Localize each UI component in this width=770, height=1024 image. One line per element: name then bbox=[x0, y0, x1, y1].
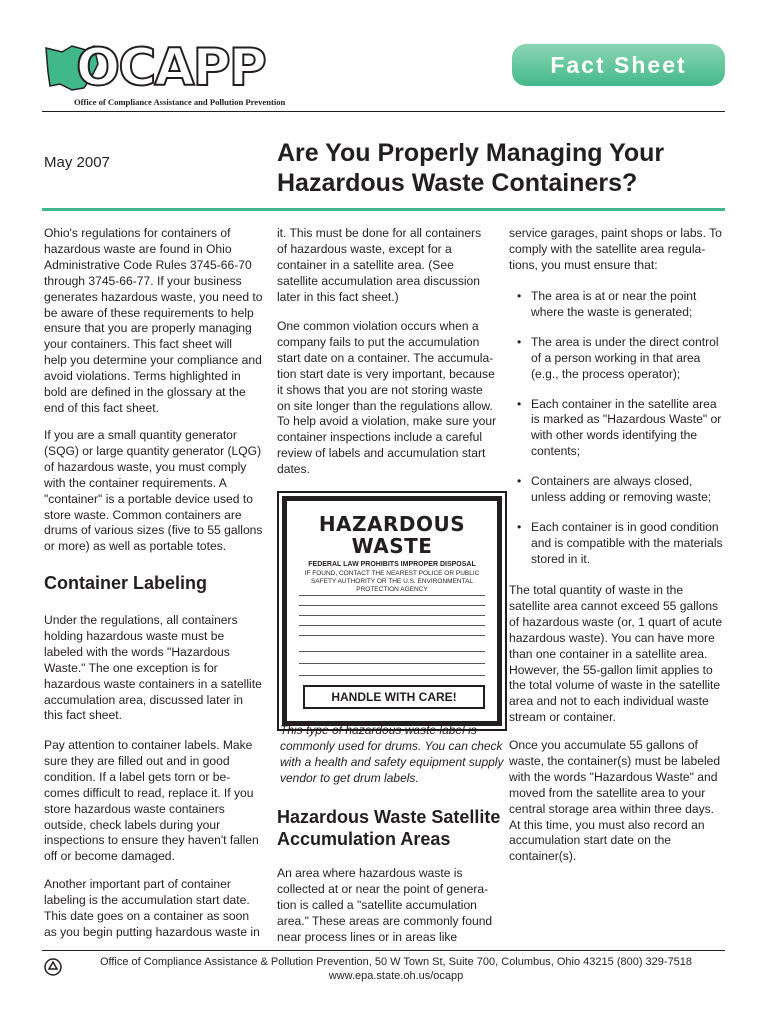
list-item: • Each container is in good condition and is compatible with the materials stored in it. bbox=[517, 519, 723, 566]
bullet-icon: • bbox=[517, 396, 522, 411]
col2-paragraph-1: it. This must be done for all containers of hazardous waste, except for a container in a satellite area. (See satellite accumulation area discussion later in this fact sheet.) bbox=[277, 226, 482, 304]
bullet-icon: • bbox=[517, 289, 522, 303]
label-field-line bbox=[299, 605, 485, 606]
logo-subtitle: Office of Compliance Assistance and Pollution Prevention bbox=[74, 97, 286, 107]
list-item: • The area is at or near the point where the waste is generated; bbox=[517, 289, 697, 319]
bullet-icon: • bbox=[517, 474, 522, 489]
col1-paragraph-4: Pay attention to container labels. Make sure they are filled out and in good condition. If a label gets torn or be- comes difficult to read, replace it. If you store hazardous waste containers outside, check labels during your inspections to ensure they haven't fallen off or become damaged. bbox=[44, 738, 259, 864]
col1-paragraph-1: Ohio's regulations for containers of hazardous waste are found in Ohio Administrative Code Rules 3745-66-70 through 3745-66-77. If your business generates hazardous waste, you need to be aware of these requirements to help ensure that you are properly managing your containers. This fact sheet will help you determine your compliance and avoid violations. Terms highlighted in bold are defined in the glossary at the end of this fact sheet. bbox=[44, 226, 263, 415]
label-title-hazardous: HAZARDOUS bbox=[318, 512, 466, 536]
fact-sheet-badge: Fact Sheet bbox=[512, 44, 725, 86]
bullet-icon: • bbox=[517, 334, 522, 349]
col2-paragraph-2: One common violation occurs when a company fails to put the accumulation start date on a container. The accumula- tion start date is very important, because it shows that you are not storing waste on site longer than the regulations allow. To help avoid a violation, make sure your container inspections include a careful review of labels and accumulation start dates. bbox=[277, 319, 497, 477]
label-federal-sub: IF FOUND, CONTACT THE NEAREST POLICE OR PUBLIC SAFETY AUTHORITY OR THE U.S. ENVIRONMENTAL PROTECTION AGENCY bbox=[304, 570, 480, 593]
label-field-line bbox=[299, 651, 485, 652]
footer-contact bbox=[64, 955, 728, 983]
list-item: • Containers are always closed, unless adding or removing waste; bbox=[517, 474, 712, 505]
heading-satellite-accumulation: Hazardous Waste Satellite Accumulation Areas bbox=[277, 807, 501, 849]
hazardous-waste-label-image bbox=[282, 496, 502, 726]
label-field-line bbox=[299, 595, 485, 596]
col1-paragraph-2: If you are a small quantity generator (SQG) or large quantity generator (LQG) of hazardous waste, you must comply with the container requirements. A "container" is a portable device used to store waste. Common containers are drums of various sizes (five to 55 gallons or more) as well as portable totes. bbox=[44, 428, 263, 554]
footer-address: Office of Compliance Assistance & Pollution Prevention, 50 W Town St, Suite 700, Columbus, Ohio 43215 (800) 329-7518 bbox=[99, 956, 693, 968]
page-title: Are You Properly Managing Your Hazardous Waste Containers? bbox=[277, 139, 665, 197]
list-item: • Each container in the satellite area is marked as "Hazardous Waste" or with other words identifying the contents; bbox=[517, 396, 722, 459]
col3-paragraph-1: service garages, paint shops or labs. To comply with the satellite area regula- tions, you must ensure that: bbox=[509, 226, 722, 272]
label-field-line bbox=[299, 625, 485, 626]
col1-paragraph-5: Another important part of container labeling is the accumulation start date. This date goes on a container as soon as you begin putting hazardous waste in bbox=[44, 877, 260, 939]
satellite-requirements-list bbox=[509, 289, 731, 568]
col2-paragraph-3: An area where hazardous waste is collected at or near the point of genera- tion is called a "satellite accumulation area." These areas are commonly found near process lines or in areas like bbox=[277, 866, 493, 944]
logo-text: OCAPP bbox=[76, 38, 265, 98]
label-field-line bbox=[299, 663, 485, 664]
label-field-line bbox=[299, 635, 485, 636]
label-caption: This type of hazardous waste label is commonly used for drums. You can check with a health and safety equipment supply vendor to get drum labels. bbox=[280, 723, 504, 785]
col1-paragraph-3: Under the regulations, all containers holding hazardous waste must be labeled with the words "Hazardous Waste." The one exception is for hazardous waste containers in a satellite accumulation area, discussed later in this fact sheet. bbox=[44, 613, 262, 723]
bullet-icon: • bbox=[517, 519, 522, 534]
heading-container-labeling: Container Labeling bbox=[44, 573, 208, 593]
footer-divider bbox=[42, 950, 725, 951]
title-divider bbox=[42, 208, 725, 211]
col3-paragraph-2: The total quantity of waste in the satellite area cannot exceed 55 gallons of hazardous waste (or, 1 quart of acute hazardous waste). You can have more than one container in a satellite area. However, the 55-gallon limit applies to the total volume of waste in the satellite area and not to each individual waste stream or container. bbox=[509, 583, 723, 725]
label-title-waste: WASTE bbox=[351, 534, 433, 558]
list-item: • The area is under the direct control of a person working in that area (e.g., the process operator); bbox=[517, 334, 719, 381]
column-1-intro bbox=[44, 226, 269, 417]
footer-url[interactable]: www.epa.state.oh.us/ocapp bbox=[328, 970, 464, 982]
publish-date: May 2007 bbox=[44, 154, 110, 171]
label-handle-with-care: HANDLE WITH CARE! bbox=[303, 685, 485, 709]
recycle-icon bbox=[44, 958, 62, 976]
label-federal-law: FEDERAL LAW PROHIBITS IMPROPER DISPOSAL bbox=[308, 561, 476, 568]
label-field-line bbox=[299, 615, 485, 616]
header-divider bbox=[42, 111, 725, 112]
col3-paragraph-3: Once you accumulate 55 gallons of waste, the container(s) must be labeled with the words "Hazardous Waste" and moved from the satellite area to your central storage area within three days. At this time, you must also record an accumulation start date on the container(s). bbox=[509, 738, 721, 864]
label-field-line bbox=[299, 675, 485, 676]
